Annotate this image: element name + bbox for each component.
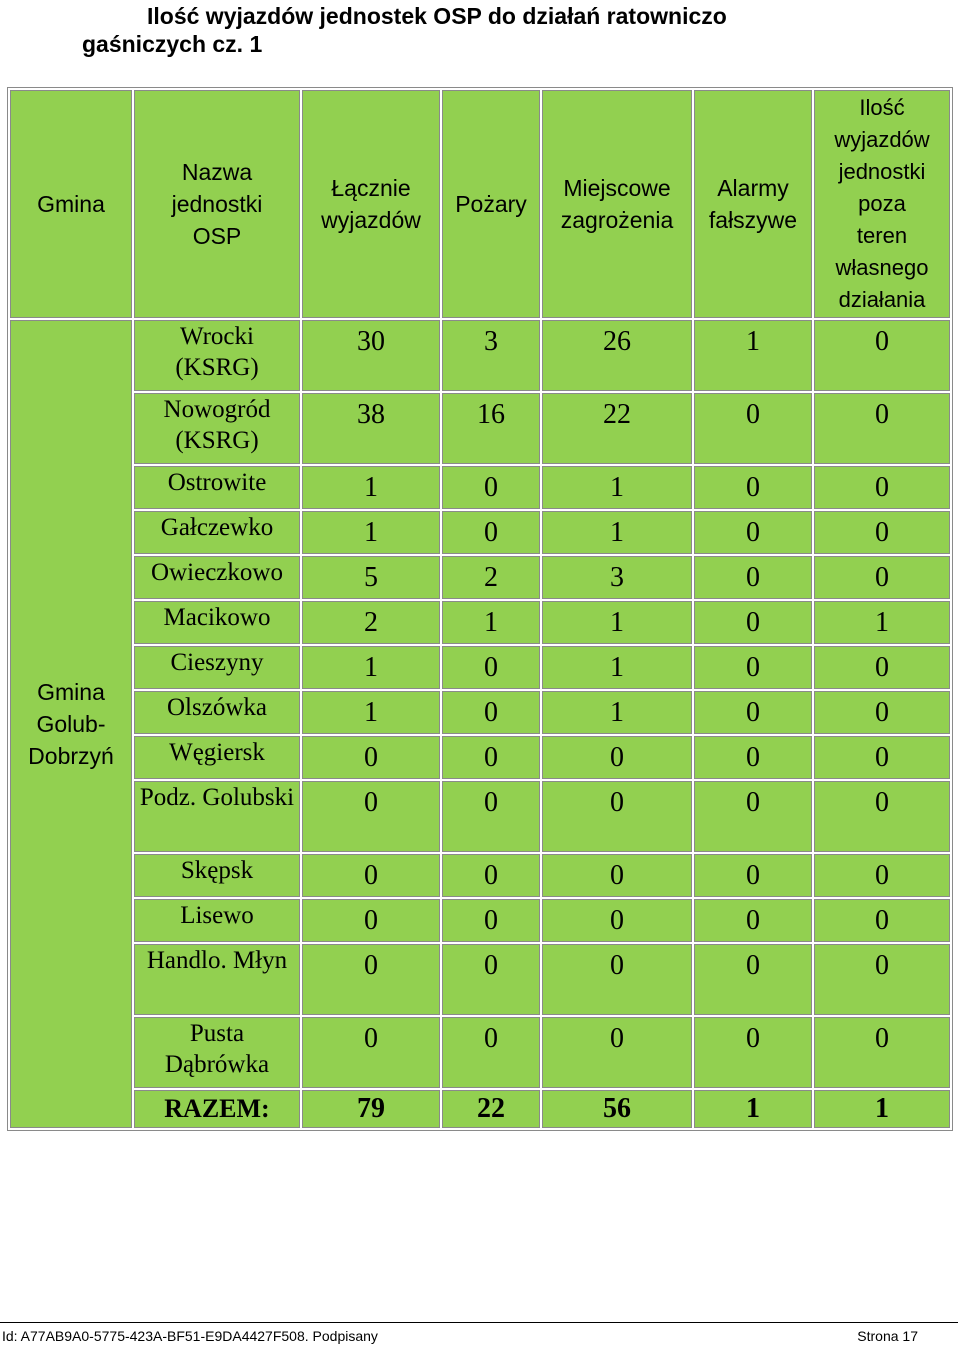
unit-name: Ostrowite xyxy=(134,466,300,509)
cell-pozary: 0 xyxy=(442,781,540,852)
cell-pozary: 0 xyxy=(442,511,540,554)
cell-lacznie: 0 xyxy=(302,854,440,897)
cell-poza: 0 xyxy=(814,466,950,509)
table-row xyxy=(10,854,950,897)
cell-alarmy: 0 xyxy=(694,511,812,554)
cell-pozary: 0 xyxy=(442,1017,540,1088)
cell-miejscowe: 0 xyxy=(542,854,692,897)
cell-poza: 0 xyxy=(814,320,950,391)
unit-name: Lisewo xyxy=(134,899,300,942)
table-row xyxy=(10,393,950,464)
cell-lacznie: 1 xyxy=(302,466,440,509)
table-row xyxy=(10,781,950,852)
cell-alarmy: 0 xyxy=(694,944,812,1015)
unit-name: Węgiersk xyxy=(134,736,300,779)
cell-poza: 0 xyxy=(814,511,950,554)
cell-poza: 0 xyxy=(814,944,950,1015)
header-lacznie: Łącznie wyjazdów xyxy=(302,90,440,318)
total-poza: 1 xyxy=(814,1090,950,1128)
unit-name: Pusta Dąbrówka xyxy=(134,1017,300,1088)
cell-alarmy: 0 xyxy=(694,736,812,779)
cell-lacznie: 1 xyxy=(302,511,440,554)
header-row xyxy=(10,90,950,318)
table-row xyxy=(10,899,950,942)
cell-alarmy: 0 xyxy=(694,601,812,644)
cell-miejscowe: 0 xyxy=(542,899,692,942)
cell-lacznie: 38 xyxy=(302,393,440,464)
page-number: Strona 17 xyxy=(857,1328,918,1344)
header-alarmy: Alarmy fałszywe xyxy=(694,90,812,318)
cell-alarmy: 0 xyxy=(694,854,812,897)
cell-pozary: 0 xyxy=(442,646,540,689)
cell-lacznie: 2 xyxy=(302,601,440,644)
cell-lacznie: 0 xyxy=(302,781,440,852)
cell-poza: 1 xyxy=(814,601,950,644)
cell-miejscowe: 0 xyxy=(542,781,692,852)
cell-alarmy: 0 xyxy=(694,1017,812,1088)
cell-pozary: 1 xyxy=(442,601,540,644)
cell-pozary: 0 xyxy=(442,691,540,734)
cell-alarmy: 0 xyxy=(694,646,812,689)
unit-name: Owieczkowo xyxy=(134,556,300,599)
cell-pozary: 3 xyxy=(442,320,540,391)
cell-poza: 0 xyxy=(814,736,950,779)
unit-name: Skępsk xyxy=(134,854,300,897)
cell-poza: 0 xyxy=(814,1017,950,1088)
cell-miejscowe: 1 xyxy=(542,646,692,689)
cell-alarmy: 0 xyxy=(694,899,812,942)
cell-poza: 0 xyxy=(814,781,950,852)
cell-lacznie: 5 xyxy=(302,556,440,599)
cell-lacznie: 1 xyxy=(302,646,440,689)
unit-name: Nowogród (KSRG) xyxy=(134,393,300,464)
cell-miejscowe: 1 xyxy=(542,466,692,509)
total-alarmy: 1 xyxy=(694,1090,812,1128)
cell-lacznie: 0 xyxy=(302,1017,440,1088)
cell-alarmy: 0 xyxy=(694,466,812,509)
cell-lacznie: 0 xyxy=(302,944,440,1015)
header-gmina: Gmina xyxy=(10,90,132,318)
title-line-2: gaśniczych cz. 1 xyxy=(82,31,263,57)
cell-lacznie: 0 xyxy=(302,899,440,942)
cell-pozary: 0 xyxy=(442,899,540,942)
cell-lacznie: 1 xyxy=(302,691,440,734)
cell-miejscowe: 26 xyxy=(542,320,692,391)
page-title xyxy=(82,2,802,58)
cell-pozary: 0 xyxy=(442,944,540,1015)
cell-poza: 0 xyxy=(814,646,950,689)
unit-name: Handlo. Młyn xyxy=(134,944,300,1015)
table-row xyxy=(10,646,950,689)
osp-table xyxy=(7,87,953,1131)
cell-pozary: 0 xyxy=(442,736,540,779)
unit-name: Gałczewko xyxy=(134,511,300,554)
table-row xyxy=(10,691,950,734)
cell-poza: 0 xyxy=(814,691,950,734)
cell-poza: 0 xyxy=(814,854,950,897)
cell-pozary: 2 xyxy=(442,556,540,599)
unit-name: Podz. Golubski xyxy=(134,781,300,852)
cell-lacznie: 0 xyxy=(302,736,440,779)
document-id: Id: A77AB9A0-5775-423A-BF51-E9DA4427F508. Podpisany xyxy=(2,1328,378,1344)
unit-name: Cieszyny xyxy=(134,646,300,689)
cell-miejscowe: 22 xyxy=(542,393,692,464)
cell-miejscowe: 0 xyxy=(542,944,692,1015)
total-miejscowe: 56 xyxy=(542,1090,692,1128)
cell-miejscowe: 1 xyxy=(542,511,692,554)
header-nazwa: Nazwa jednostki OSP xyxy=(134,90,300,318)
table-row xyxy=(10,601,950,644)
cell-poza: 0 xyxy=(814,393,950,464)
cell-alarmy: 1 xyxy=(694,320,812,391)
cell-alarmy: 0 xyxy=(694,393,812,464)
page-footer xyxy=(0,1322,958,1347)
table-row xyxy=(10,556,950,599)
table-row xyxy=(10,1017,950,1088)
cell-poza: 0 xyxy=(814,556,950,599)
header-pozary: Pożary xyxy=(442,90,540,318)
unit-name: Wrocki (KSRG) xyxy=(134,320,300,391)
cell-lacznie: 30 xyxy=(302,320,440,391)
gmina-cell: Gmina Golub- Dobrzyń xyxy=(10,320,132,1128)
cell-pozary: 0 xyxy=(442,854,540,897)
unit-name: Macikowo xyxy=(134,601,300,644)
cell-alarmy: 0 xyxy=(694,556,812,599)
title-line-1: Ilość wyjazdów jednostek OSP do działań ratowniczo xyxy=(147,3,727,29)
total-pozary: 22 xyxy=(442,1090,540,1128)
total-label: RAZEM: xyxy=(134,1090,300,1128)
table-row xyxy=(10,944,950,1015)
cell-miejscowe: 1 xyxy=(542,691,692,734)
cell-pozary: 16 xyxy=(442,393,540,464)
cell-pozary: 0 xyxy=(442,466,540,509)
cell-alarmy: 0 xyxy=(694,781,812,852)
table-row xyxy=(10,466,950,509)
cell-alarmy: 0 xyxy=(694,691,812,734)
table-row xyxy=(10,736,950,779)
unit-name: Olszówka xyxy=(134,691,300,734)
cell-miejscowe: 0 xyxy=(542,1017,692,1088)
cell-miejscowe: 0 xyxy=(542,736,692,779)
table-row xyxy=(10,320,950,391)
cell-miejscowe: 3 xyxy=(542,556,692,599)
total-row xyxy=(10,1090,950,1128)
table-row xyxy=(10,511,950,554)
header-miejscowe: Miejscowe zagrożenia xyxy=(542,90,692,318)
cell-poza: 0 xyxy=(814,899,950,942)
cell-miejscowe: 1 xyxy=(542,601,692,644)
total-lacznie: 79 xyxy=(302,1090,440,1128)
header-poza-terenem: Ilość wyjazdów jednostki poza teren własnego działania xyxy=(814,90,950,318)
